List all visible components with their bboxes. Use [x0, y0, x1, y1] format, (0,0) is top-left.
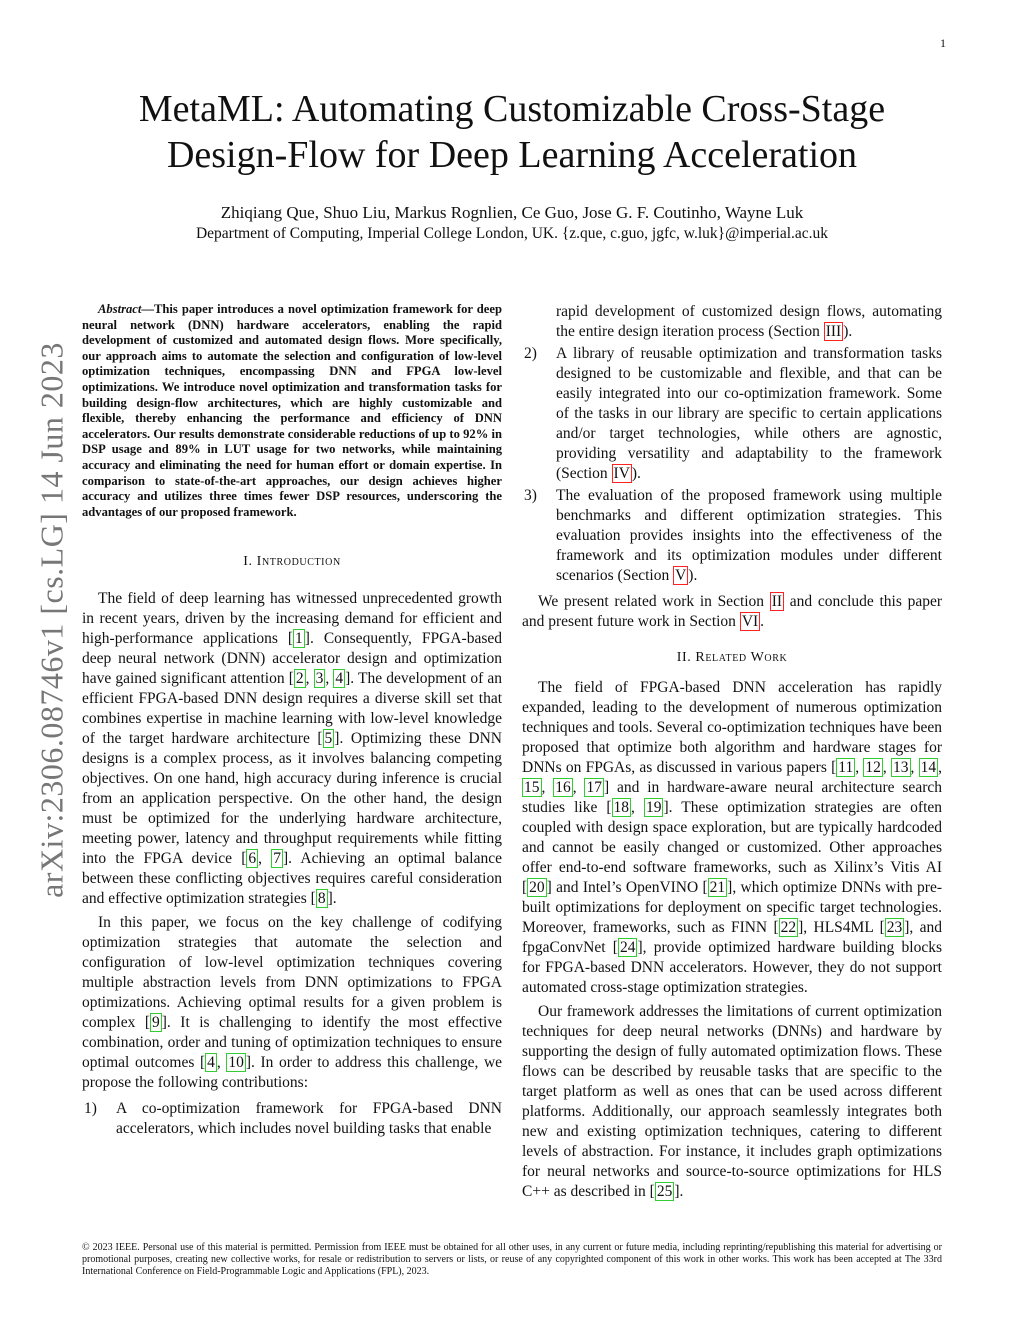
text-run: ).	[843, 323, 853, 340]
citation-link[interactable]: 3	[315, 670, 324, 688]
text-run: ,	[541, 779, 554, 796]
list-number: 1)	[84, 1100, 97, 1118]
citation-link[interactable]: 12	[865, 759, 881, 776]
text-run: and conclude this paper and present future work in Section	[522, 593, 942, 630]
text-run: ]. In order to address this challenge, we propose the following contributions:	[82, 1054, 503, 1092]
citation-link[interactable]: 14	[920, 759, 937, 776]
citation-link[interactable]: 6	[248, 850, 257, 868]
contribution-list-continued	[522, 344, 942, 586]
text-run: ,	[258, 850, 272, 868]
text-run: ,	[882, 759, 892, 776]
citation-link[interactable]: 19	[645, 799, 662, 816]
text-run: In this paper, we focus on the key challenge of codifying optimization strategies that automate the selection and configuration of low-level optimization techniques covering multiple abstraction levels from DNN optimizations to FPGA optimizations. Achieving optimal results for a given problem is complex [	[82, 914, 502, 1032]
text-run: A co-optimization framework for FPGA-based DNN accelerators, which includes novel building tasks that enable	[116, 1100, 502, 1138]
abstract	[82, 302, 502, 520]
intro-paragraph-2	[82, 913, 502, 1093]
text-run: ]. These optimization strategies are often coupled with design space exploration, but are typically hardcoded and cannot be easily changed or customized. Other approaches offer end-to-end software frameworks, such as Xilinx’s Vitis AI [	[522, 799, 942, 896]
text-run: ]. It is challenging to identify the most effective combination, order and tuning of optimization techniques to ensure optimal outcomes [	[82, 1014, 502, 1072]
contribution-item-2	[522, 344, 942, 484]
text-run: ,	[216, 1054, 227, 1072]
section-link[interactable]: III	[825, 323, 842, 340]
text-run: ], and fpgaConvNet [	[522, 919, 942, 956]
related-paragraph-2	[522, 1002, 942, 1202]
intro-paragraph-1	[82, 589, 502, 909]
citation-link[interactable]: 9	[152, 1014, 160, 1032]
abstract-text: —This paper introduces a novel optimization framework for deep neural network (DNN) hardware accelerators, enabling the rapid development of customized and automated design flows. More specifically, our approach aims to automate the selection and configuration of low-level optimization techniques, encompassing DNN and FPGA low-level optimizations. We introduce novel optimization and transformation tasks for building design-flow architectures, which are highly customizable and flexible, thereby enhancing the performance and efficiency of DNN accelerators. Our results demonstrate considerable reductions of up to 92% in DSP usage and 89% in LUT usage for two networks, while maintaining accuracy and eliminating the need for human effort or domain expertise. In comparison to state-of-the-art approaches, our design achieves higher accuracy and utilizes three times fewer DSP resources, underscoring the advantages of our proposed framework.	[82, 302, 502, 519]
outline-paragraph	[522, 592, 942, 632]
text-run: ,	[938, 759, 943, 776]
contribution-item-3	[522, 486, 942, 586]
contribution-list	[82, 1099, 502, 1139]
contribution-item-1-continued	[522, 302, 942, 342]
affiliation: Department of Computing, Imperial College London, UK. {z.que, c.guo, jgfc, w.luk}@imperial.ac.uk	[195, 225, 829, 242]
text-run: ]. Consequently, FPGA-based deep neural network (DNN) accelerator design and optimization have gained significant attention [	[82, 630, 502, 688]
citation-link[interactable]: 10	[228, 1054, 244, 1072]
text-run: .	[760, 613, 765, 630]
text-run: ].	[327, 890, 337, 908]
citation-link[interactable]: 4	[207, 1054, 215, 1072]
text-run: ,	[572, 779, 585, 796]
citation-link[interactable]: 5	[324, 730, 333, 748]
text-run: The evaluation of the proposed framework using multiple benchmarks and different optimization strategies. This evaluation provides insights into the effectiveness of the framework and its optimization modules under different scenarios (Section	[556, 487, 942, 584]
arxiv-stamp[interactable]: arXiv:2306.08746v1 [cs.LG] 14 Jun 2023	[33, 342, 70, 898]
section-heading-related-work: II. Related Work	[676, 650, 788, 665]
text-run: ,	[305, 670, 314, 688]
citation-link[interactable]: 4	[335, 670, 344, 688]
citation-link[interactable]: 16	[555, 779, 571, 796]
text-run: The field of deep learning has witnessed unprecedented growth in recent years, driven by the increasing demand for efficient and high-performance applications [	[82, 590, 502, 648]
text-run: ]. Achieving an optimal balance between these conflicting objectives requires careful consideration and effective optimization strategies [	[82, 850, 503, 908]
list-number: 2)	[524, 345, 537, 362]
page-number: 1	[940, 36, 946, 50]
copyright-footnote: © 2023 IEEE. Personal use of this material is permitted. Permission from IEEE must be obtained for all other uses, in any current or future media, including reprinting/republishing this material for advertising or promotional purposes, creating new collective works, for resale or redistribution to servers or lists, or reuse of any copyrighted component of this work in other works. This work has been accepted at The 33rd International Conference on Field-Programmable Logic and Applications (FPL), 2023.	[82, 1242, 942, 1277]
section-link[interactable]: IV	[613, 465, 630, 482]
title-line-2: Design-Flow for Deep Learning Acceleration	[166, 134, 858, 176]
paper-title	[80, 86, 944, 178]
citation-link[interactable]: 2	[295, 670, 304, 688]
text-run: ].	[674, 1183, 684, 1200]
left-column	[82, 302, 502, 1145]
text-run: ).	[688, 567, 698, 584]
section-heading-introduction: I. Introduction	[243, 554, 341, 570]
text-run: A library of reusable optimization and transformation tasks designed to be customizable and flexible, and that can be easily integrated into our co-optimization framework. Some of the tasks in our library are specific to certain applications and/or target technologies, while others are agnostic, providing versatility and adaptability to the framework (Section	[556, 345, 942, 482]
text-run: ], HLS4ML [	[798, 919, 885, 936]
citation-link[interactable]: 18	[613, 799, 630, 816]
section-link[interactable]: V	[675, 567, 687, 584]
text-run: ,	[631, 799, 644, 816]
right-column	[522, 302, 942, 1206]
text-run: ]. The development of an efficient FPGA-based DNN design requires a diverse skill set that combines expertise in machine learning with low-level knowledge of the target hardware architecture [	[82, 670, 503, 748]
text-run: ]. Optimizing these DNN designs is a complex process, as it involves balancing competing objectives. On one hand, high accuracy during inference is crucial from an application perspective. On the other hand, the design must be optimized for the underlying hardware architecture, meeting power, latency and throughput requirements while fitting into the FPGA device [	[82, 730, 503, 868]
citation-link[interactable]: 7	[273, 850, 281, 868]
citation-link[interactable]: 15	[524, 779, 540, 796]
text-run: ,	[325, 670, 334, 688]
text-run: We present related work in Section	[538, 593, 770, 610]
text-run: Our framework addresses the limitations of current optimization techniques for deep neural networks (DNNs) and hardware by supporting the design of fully automated optimization flows. These flows can be described by reusable tasks that are specific to the target platform as well as ones that can be used across different platforms. Additionally, our approach seamlessly integrates both new and existing optimization techniques, catering to different levels of abstraction. For instance, it includes graph optimizations for neural networks and source-to-source optimizations for HLS C++ as described in [	[522, 1003, 942, 1200]
contribution-item-1	[82, 1099, 502, 1139]
text-run: ).	[631, 465, 641, 482]
citation-link[interactable]: 25	[656, 1183, 673, 1200]
citation-link[interactable]: 1	[295, 630, 303, 648]
citation-link[interactable]: 8	[317, 890, 326, 908]
section-link[interactable]: VI	[741, 613, 759, 630]
citation-link[interactable]: 11	[838, 759, 854, 776]
text-run: The field of FPGA-based DNN acceleration has rapidly expanded, leading to the development of numerous optimization techniques and tools. Several co-optimization techniques have been proposed that optimize both algorithm and hardware stages for DNNs on FPGAs, as discussed in various papers [	[522, 679, 942, 776]
text-run: ] and in hardware-aware neural architecture search studies like [	[522, 779, 942, 816]
related-paragraph-1	[522, 678, 942, 998]
text-run: ,	[910, 759, 919, 776]
title-line-1: MetaML: Automating Customizable Cross-Stage	[138, 88, 886, 130]
citation-link[interactable]: 20	[529, 879, 545, 896]
text-run: ,	[855, 759, 864, 776]
citation-link[interactable]: 23	[886, 919, 903, 936]
citation-link[interactable]: 17	[586, 779, 602, 796]
text-run: ] and Intel’s OpenVINO [	[546, 879, 708, 896]
citation-link[interactable]: 21	[709, 879, 726, 896]
abstract-label: Abstract	[98, 302, 142, 316]
section-link[interactable]: II	[771, 593, 783, 610]
text-run: rapid development of customized design flows, automating the entire design iteration process (Section	[556, 303, 942, 340]
citation-link[interactable]: 22	[780, 919, 797, 936]
list-number: 3)	[524, 487, 537, 504]
citation-link[interactable]: 13	[893, 759, 909, 776]
text-run: ], which optimize DNNs with pre-built optimizations for deployment on specific target technologies. Moreover, frameworks, such as FINN [	[522, 879, 942, 936]
text-run: ], provide optimized hardware building blocks for FPGA-based DNN accelerators. However, they do not support automated cross-stage optimization strategies.	[522, 939, 942, 996]
citation-link[interactable]: 24	[619, 939, 636, 956]
authors: Zhiqiang Que, Shuo Liu, Markus Rognlien, Ce Guo, Jose G. F. Coutinho, Wayne Luk	[220, 203, 804, 222]
